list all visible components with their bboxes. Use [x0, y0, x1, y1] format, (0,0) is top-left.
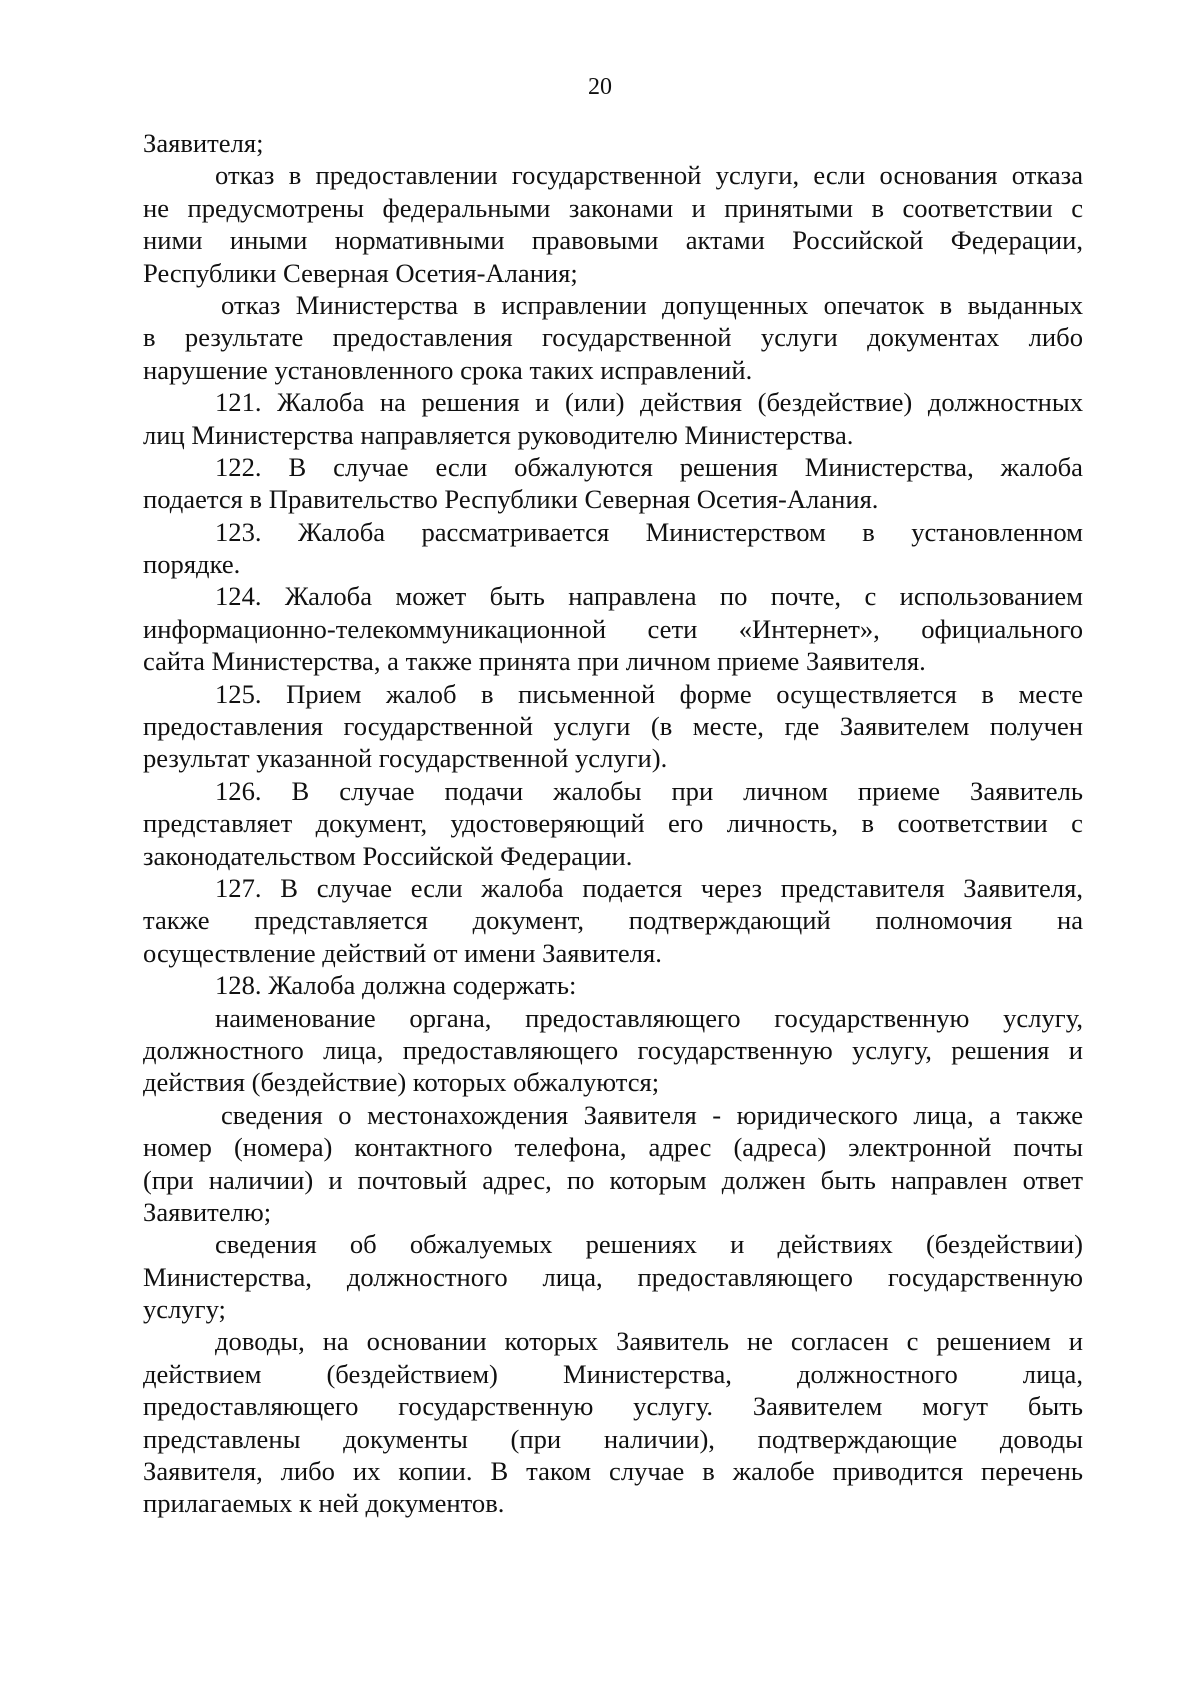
text-line: информационно-телекоммуникационной сети «Интернет», официального [143, 613, 1083, 644]
text-line: 121. Жалоба на решения и (или) действия (бездействие) должностных [215, 387, 1083, 418]
text-line: Заявителя, либо их копии. В таком случае в жалобе приводится перечень [143, 1456, 1083, 1487]
text-line: 122. В случае если обжалуются решения Министерства, жалоба [215, 451, 1083, 482]
text-line: лиц Министерства направляется руководителю Министерства. [143, 419, 854, 450]
text-line: Заявителя; [143, 128, 264, 158]
text-line: результат указанной государственной услуги). [143, 743, 668, 774]
text-line: не предусмотрены федеральными законами и принятыми в соответствии с [143, 192, 1083, 223]
text-line: подается в Правительство Республики Северная Осетия-Алания. [143, 484, 879, 515]
text-line: предоставления государственной услуги (в месте, где Заявителем получен [143, 711, 1083, 742]
text-line: 123. Жалоба рассматривается Министерством в установленном [215, 516, 1083, 547]
text-line: ними иными нормативными правовыми актами Российской Федерации, [143, 225, 1083, 256]
text-line: (при наличии) и почтовый адрес, по которым должен быть направлен ответ [143, 1164, 1083, 1195]
text-line: в результате предоставления государственной услуги документах либо [143, 322, 1083, 353]
text-line: сведения о местонахождения Заявителя - юридического лица, а также [221, 1099, 1083, 1130]
text-line: Заявителю; [143, 1196, 272, 1227]
text-line: отказ в предоставлении государственной услуги, если основания отказа [215, 160, 1083, 191]
text-line: наименование органа, предоставляющего государственную услугу, [215, 1002, 1083, 1033]
text-line: 125. Прием жалоб в письменной форме осуществляется в месте [215, 678, 1083, 709]
text-line: предоставляющего государственную услугу. Заявителем могут быть [143, 1391, 1083, 1422]
text-line: 124. Жалоба может быть направлена по почте, с использованием [215, 581, 1083, 612]
text-line: сайта Министерства, а также принята при личном приеме Заявителя. [143, 646, 926, 677]
text-line: должностного лица, предоставляющего государственную услугу, решения и [143, 1034, 1083, 1065]
page-number: 20 [588, 74, 612, 100]
text-line: 126. В случае подачи жалобы при личном приеме Заявитель [215, 775, 1083, 806]
text-line: прилагаемых к ней документов. [143, 1488, 505, 1519]
text-line: законодательством Российской Федерации. [143, 840, 633, 871]
text-line: сведения об обжалуемых решениях и действиях (бездействии) [215, 1229, 1083, 1260]
text-line: представлены документы (при наличии), подтверждающие доводы [143, 1423, 1083, 1454]
text-line: осуществление действий от имени Заявителя. [143, 937, 662, 968]
text-line: 127. В случае если жалоба подается через представителя Заявителя, [215, 872, 1083, 903]
text-line: действия (бездействие) которых обжалуются; [143, 1067, 660, 1098]
text-line: порядке. [143, 549, 241, 580]
text-line: доводы, на основании которых Заявитель не согласен с решением и [215, 1326, 1083, 1357]
text-line: действием (бездействием) Министерства, должностного лица, [143, 1358, 1083, 1389]
text-line: отказ Министерства в исправлении допущенных опечаток в выданных [221, 289, 1083, 320]
document-body [143, 127, 1083, 1520]
text-line: номер (номера) контактного телефона, адрес (адреса) электронной почты [143, 1132, 1083, 1163]
text-line: 128. Жалоба должна содержать: [215, 970, 577, 1001]
text-line: нарушение установленного срока таких исправлений. [143, 354, 753, 385]
text-line: Министерства, должностного лица, предоставляющего государственную [143, 1261, 1083, 1292]
text-line: также представляется документ, подтверждающий полномочия на [143, 905, 1083, 936]
text-line: услугу; [143, 1294, 226, 1325]
text-line: Республики Северная Осетия-Алания; [143, 257, 578, 288]
text-line: представляет документ, удостоверяющий его личность, в соответствии с [143, 808, 1083, 839]
